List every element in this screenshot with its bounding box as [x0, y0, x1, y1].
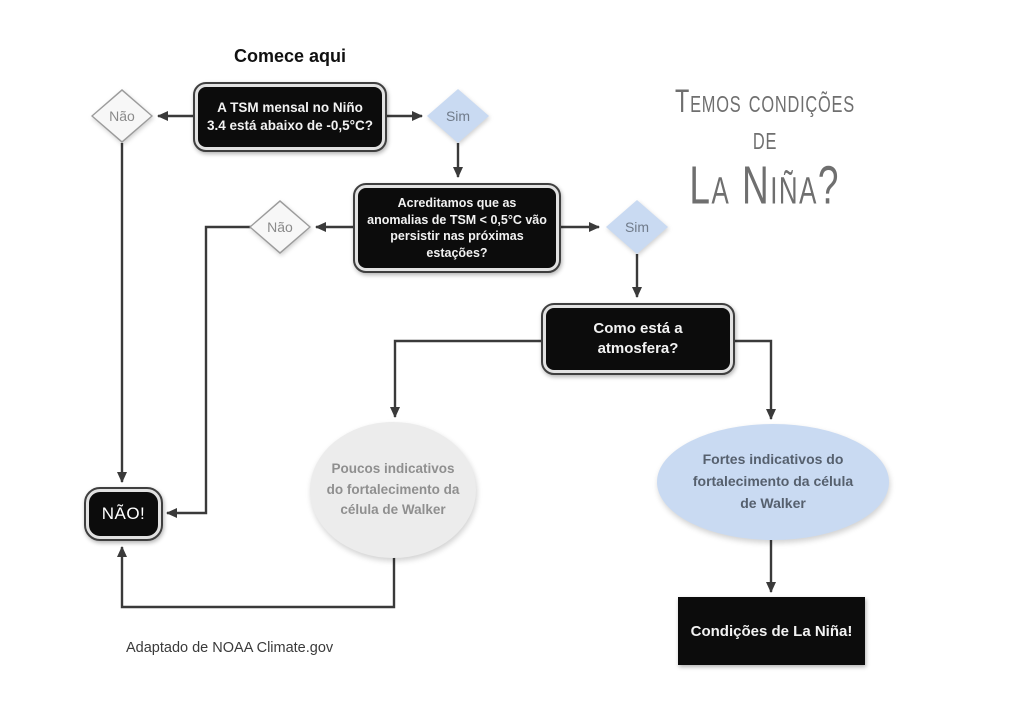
question-atmosphere-text: Como está a atmosfera?	[546, 308, 730, 370]
question-atmosphere-box	[541, 303, 735, 375]
diagram-title	[630, 84, 900, 216]
decision-sim-1-label: Sim	[445, 108, 471, 124]
nao-result-box	[84, 487, 163, 541]
decision-nao-2-label: Não	[267, 219, 293, 235]
nao-result-text: NÃO!	[89, 492, 158, 536]
question-persist-text: Acreditamos que as anomalias de TSM < 0,5°C vão persistir nas próximas estações?	[358, 188, 556, 268]
strong-walker-ellipse	[657, 424, 889, 540]
strong-walker-text: Fortes indicativos do fortalecimento da célula de Walker	[692, 451, 854, 511]
decision-nao-2	[249, 200, 311, 254]
decision-sim-1	[427, 89, 489, 143]
weak-walker-text: Poucos indicativos do fortalecimento da célula de Walker	[326, 460, 460, 518]
diagram-title-line2: La Niña?	[689, 155, 841, 216]
source-caption: Adaptado de NOAA Climate.gov	[126, 640, 334, 656]
weak-walker-ellipse	[310, 422, 476, 558]
decision-nao-1-label: Não	[109, 108, 135, 124]
decision-sim-2-label: Sim	[624, 219, 650, 235]
lanina-result-box	[678, 597, 865, 665]
diagram-title-line1: Temos condições de	[675, 84, 855, 157]
question-tsm-text: A TSM mensal no Niño 3.4 está abaixo de -0,5°C?	[198, 87, 382, 147]
question-tsm-box	[193, 82, 387, 152]
question-persist-box	[353, 183, 561, 273]
start-label: Comece aqui	[233, 46, 347, 66]
decision-nao-1	[91, 89, 153, 143]
lanina-result-text: Condições de La Niña!	[690, 622, 853, 640]
